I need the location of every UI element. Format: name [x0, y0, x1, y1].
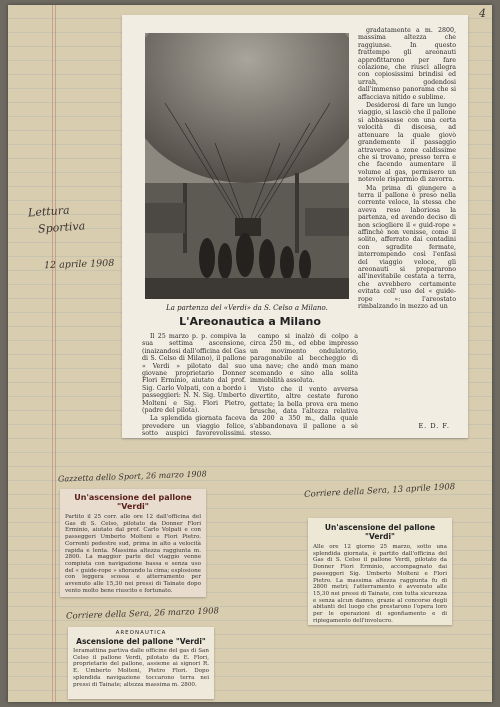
- category-note-line1: Lettura: [27, 203, 70, 220]
- article-column-2: [250, 333, 358, 438]
- article-signature: E. D. F.: [418, 422, 450, 430]
- gazzetta-clipping: [60, 489, 206, 597]
- paragraph: gradatamente a m. 2800, massima altezza che raggiunse. In questo frattempo gli areonauti approfittarono per fare colazione, che riuscì allegra con copiosissimi brindisi ed urrah, godendosi dall'immenso panorama che si affacciava nitido e sublime.: [358, 27, 456, 101]
- paragraph: Visto che il vento avversa divertito, altre cestate furono gettate; la bella prova era meno brusche, data l'altezza relativa da 200 a 350 m., dalla quale s'abbandonava il pallone a sè stesso.: [250, 385, 358, 438]
- scrapbook-page: [8, 5, 492, 702]
- paragraph: La splendida giornata faceva prevedere un viaggio felice, sotto auspici favorevolissimi.: [142, 415, 246, 438]
- date-note: 12 aprile 1908: [43, 257, 115, 272]
- paragraph: Desiderosi di fare un lungo viaggio, si lasciò che il pallone si abbassasse con una certa velocità di discesa, ad attenuare la quale giovò grandemente il passaggio attraverso a zone caldissime che si trovano, presso terra e che facendo aumentare il volume al gas, permisero un notevole risparmio di zavorra.: [358, 102, 456, 184]
- clipping-kicker: AREONAUTICA: [115, 630, 167, 636]
- clipping-title: Un'ascensione del pallone "Verdi": [74, 493, 192, 511]
- margin-rule: [52, 5, 53, 702]
- photo-caption: La partenza del «Verdi» da S. Celso a Milano.: [166, 304, 328, 312]
- article-column-3: [358, 27, 456, 311]
- clipping-body: Ieramattina partiva dalle officine del gas di San Celso il pallone Verdi, pilotato da E. Flori, proprietario del pallone, assieme ai signori R. E. Umberto Molteni, Pietro Flori. Dopo splendida navigazione toccarono terra nei pressi di Tainate; altezza massima m. 2800.: [73, 648, 209, 688]
- corriere-clipping-1: [308, 518, 452, 625]
- main-article-clipping: [122, 15, 468, 438]
- balloon-photo: [145, 33, 349, 299]
- clipping-body: Partito il 25 corr. alle ore 12 dall'officina del Gas di S. Celso, pilotato da Donner Flori Erminio, aiutato dal prof. Carlo Volpati e con passeggeri Umberto Molteni e Flori Pietro. Correnti pedestre sud, prima in alto a velocità rapida e lenta. Massima altezza raggiunta m. 2800. La maggior parte del viaggio venne compiuta con navigazione bassa e senza uso del « guide-rope » sfiorando la cima; esplosione con leggera scossa e atterramento per avvenuto alle 15,30 nei pressi di Tainate dopo vento molto bene riuscito e fortunato.: [65, 514, 201, 594]
- page-number-note: 4: [479, 7, 486, 20]
- article-title: L'Areonautica a Milano: [179, 315, 321, 328]
- category-note-line2: Sportiva: [37, 219, 86, 236]
- paragraph: campo si inalzò di colpo a circa 250 m., ed ebbe impresso un movimento ondulatorio, paragonabile al beccheggio di una nave; che andò man mano scemando e sino alla solita immobilità assoluta.: [250, 333, 358, 385]
- clipping-title: Ascensione del pallone "Verdi": [76, 637, 206, 646]
- source-note-gazzetta: Gazzetta dello Sport, 26 marzo 1908: [57, 469, 207, 484]
- clipping-body: Alle ore 12 giorno 25 marzo, sotto una splendida giornata, è partito dall'officina del Gas di S. Celso il pallone Verdi, pilotato da Donner Flori Erminio, accompagnato dai passeggeri Sig. Umberto Molteni e Flori Pietro. La massima altezza raggiunta fu di 2800 metri; l'atterramento è avvenuto alle 15,30 nei pressi di Tainate, con tutta sicurezza e senza alcun danno, grazie al concorso degli abitanti del luogo che prestarono l'opera loro per le operazioni di sgonfiamento e di ripiegamento dell'involucro.: [313, 544, 447, 624]
- source-note-corriere-2: Corriere della Sera, 26 marzo 1908: [65, 606, 220, 622]
- paragraph: Ma prima di giungere a terra il pallone è preso nella corrente veloce, la stessa che aveva reso laboriosa la partenza, ed avendo deciso di non sciogliere il « guid-rope » affinchè non venisse, come il solito, afferrato dai contadini con sgradite fermate, interrompendo così l'enfasi del viaggio veloce, gli areonauti si prepararono all'inevitabile cestata a terra, che avvebbero certamente evitata coll' uso del « guide-rope »: l'areostato rimbalzando in mezzo ad un: [358, 184, 456, 311]
- paragraph: Il 25 marzo p. p. compiva la sua settima ascensione, (inaizandosi dall'officina del Gas di S. Celso di Milano), il pallone « Verdi » pilotato dal suo giovane proprietario Donner Flori Erminio, aiutato dal prof. Sig. Carlo Volpati, con a bordo i passeggieri: N. N. Sig. Umberto Molteni e Sig. Flori Pietro, (padre del pilota).: [142, 333, 246, 415]
- source-note-corriere-1: Corriere della Sera, 13 aprile 1908: [303, 482, 456, 500]
- article-column-1: [142, 333, 246, 438]
- corriere-clipping-2: [68, 627, 214, 699]
- clipping-title: Un'ascensione del pallone "Verdi": [324, 523, 436, 541]
- margin-rule: [55, 5, 56, 702]
- balloon-launch-image: [145, 33, 349, 299]
